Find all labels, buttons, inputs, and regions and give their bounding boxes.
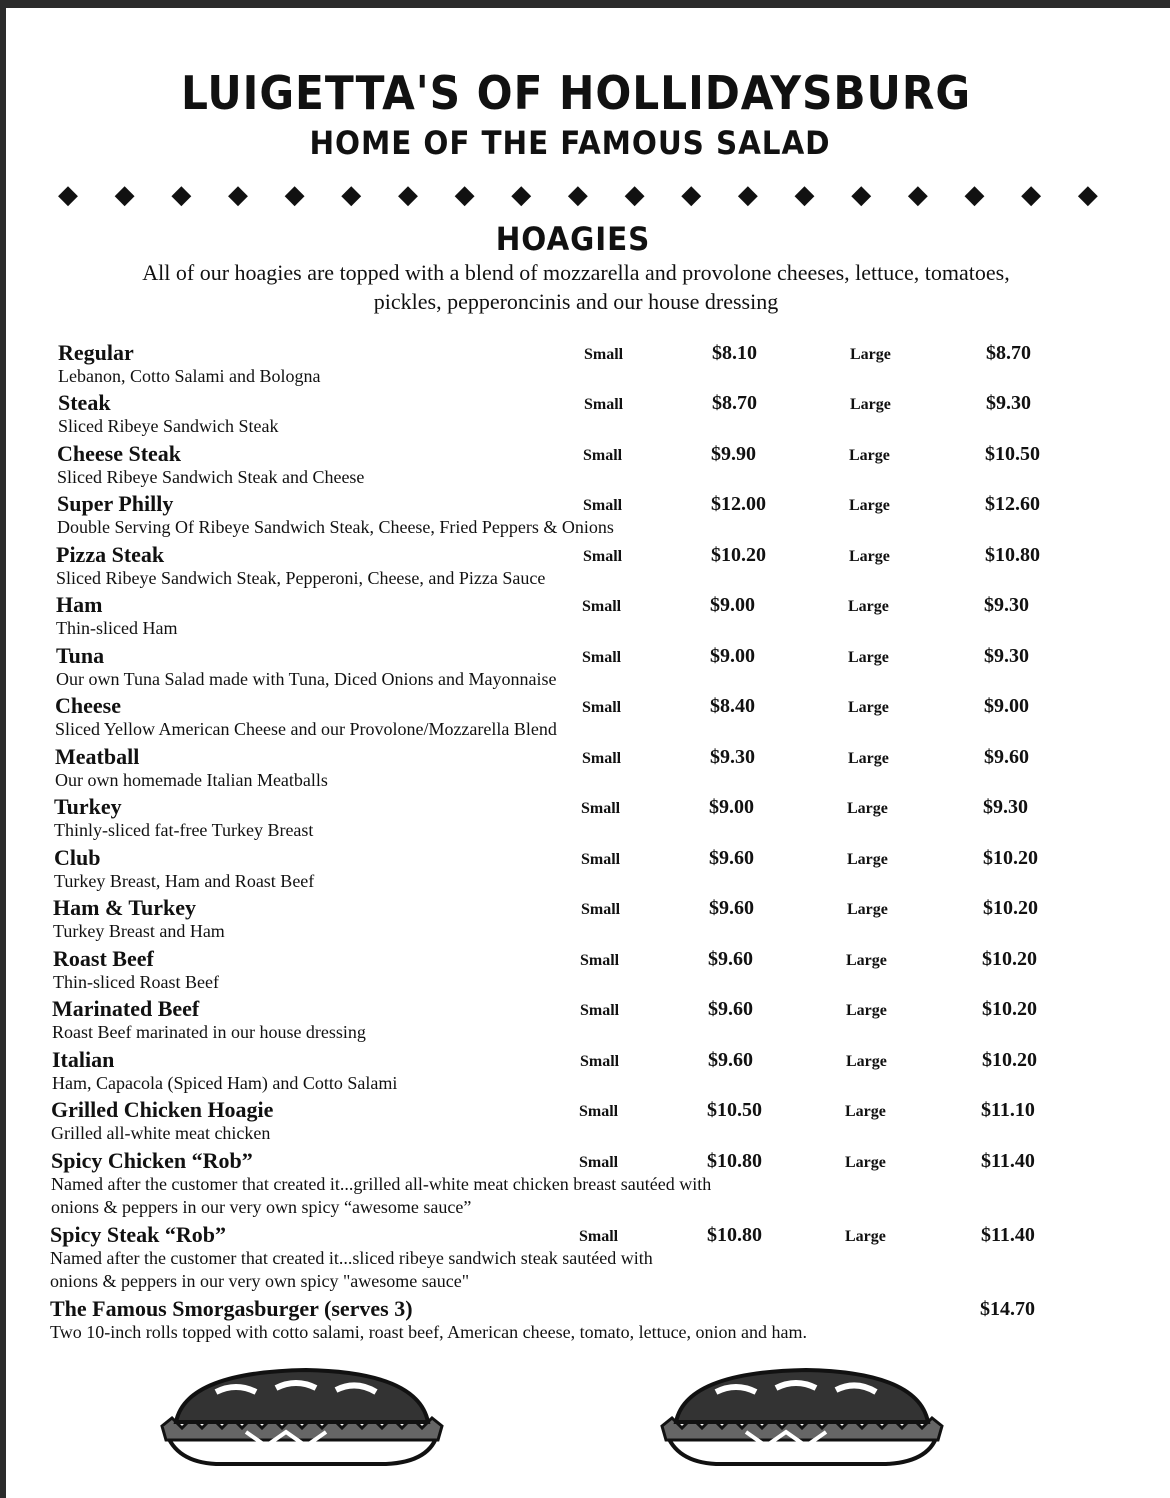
diamond-icon: ◆ <box>1077 180 1098 209</box>
large-size-label: Large <box>849 548 890 565</box>
large-size-label: Large <box>848 699 889 716</box>
item-name: Ham <box>56 592 103 617</box>
small-price: $9.90 <box>711 443 756 465</box>
large-price: $12.60 <box>985 493 1040 515</box>
small-size-label: Small <box>583 497 623 514</box>
large-price: $9.60 <box>984 746 1029 768</box>
small-size-label: Small <box>582 649 622 666</box>
small-size-label: Small <box>580 952 620 969</box>
small-size-label: Small <box>580 1053 620 1070</box>
small-price: $10.80 <box>707 1150 762 1172</box>
large-price: $11.10 <box>981 1099 1035 1121</box>
item-name: Regular <box>58 340 134 365</box>
large-price: $10.20 <box>983 897 1038 919</box>
item-description: Lebanon, Cotto Salami and Bologna <box>58 366 321 386</box>
large-size-label: Large <box>847 851 888 868</box>
small-size-label: Small <box>584 346 624 363</box>
item-name: Spicy Chicken “Rob” <box>51 1148 253 1173</box>
item-name: Club <box>54 845 101 870</box>
diamond-icon: ◆ <box>794 180 815 209</box>
large-size-label: Large <box>846 1053 887 1070</box>
small-size-label: Small <box>581 851 621 868</box>
diamond-icon: ◆ <box>341 180 362 209</box>
item-name: Spicy Steak “Rob” <box>50 1222 227 1247</box>
small-price: $9.60 <box>709 847 754 869</box>
small-price: $9.00 <box>710 645 755 667</box>
diamond-icon: ◆ <box>737 180 758 209</box>
item-description: Turkey Breast, Ham and Roast Beef <box>54 871 315 891</box>
small-size-label: Small <box>580 1002 620 1019</box>
small-price: $10.20 <box>711 544 766 566</box>
small-price: $9.60 <box>708 998 753 1020</box>
diamond-icon: ◆ <box>851 180 872 209</box>
small-size-label: Small <box>582 598 622 615</box>
item-description: Our own Tuna Salad made with Tuna, Diced Onions and Mayonnaise <box>56 669 557 689</box>
small-price: $8.70 <box>712 392 757 414</box>
large-price: $9.30 <box>984 645 1029 667</box>
section-title: HOAGIES <box>495 220 651 258</box>
item-description: Sliced Ribeye Sandwich Steak and Cheese <box>57 467 365 487</box>
intro-line-1: All of our hoagies are topped with a blend of mozzarella and provolone cheeses, lettuce, tomatoes, <box>142 260 1010 285</box>
large-size-label: Large <box>847 901 888 918</box>
small-price: $9.00 <box>709 796 754 818</box>
item-description: Roast Beef marinated in our house dressing <box>52 1022 366 1042</box>
diamond-icon: ◆ <box>511 180 532 209</box>
item-name: Cheese <box>55 693 121 718</box>
large-price: $9.00 <box>984 695 1029 717</box>
item-description: onions & peppers in our very own spicy “awesome sauce” <box>51 1197 472 1217</box>
diamond-icon: ◆ <box>1021 180 1042 209</box>
large-size-label: Large <box>848 649 889 666</box>
small-price: $10.50 <box>707 1099 762 1121</box>
large-price: $10.20 <box>982 1049 1037 1071</box>
large-price: $10.20 <box>982 998 1037 1020</box>
small-price: $12.00 <box>711 493 766 515</box>
large-price: $11.40 <box>981 1150 1035 1172</box>
diamond-icon: ◆ <box>58 180 78 209</box>
item-name: Grilled Chicken Hoagie <box>51 1097 274 1122</box>
item-name: Cheese Steak <box>57 441 182 466</box>
item-price: $14.70 <box>980 1298 1035 1320</box>
item-name: The Famous Smorgasburger (serves 3) <box>50 1296 413 1321</box>
hoagie-sandwich-icon <box>656 1362 946 1472</box>
large-size-label: Large <box>849 497 890 514</box>
small-size-label: Small <box>584 396 624 413</box>
small-size-label: Small <box>579 1228 619 1245</box>
large-size-label: Large <box>850 396 891 413</box>
diamond-icon: ◆ <box>681 180 702 209</box>
large-size-label: Large <box>850 346 891 363</box>
small-size-label: Small <box>582 699 622 716</box>
item-description: onions & peppers in our very own spicy "awesome sauce" <box>50 1271 470 1291</box>
diamond-icon: ◆ <box>964 180 985 209</box>
item-name: Super Philly <box>57 491 174 516</box>
large-price: $10.20 <box>982 948 1037 970</box>
item-description: Named after the customer that created it...grilled all-white meat chicken breast sautéed with <box>51 1174 712 1194</box>
small-price: $8.40 <box>710 695 755 717</box>
item-description: Two 10-inch rolls topped with cotto salami, roast beef, American cheese, tomato, lettuce, onion and ham. <box>50 1322 808 1342</box>
large-size-label: Large <box>845 1154 886 1171</box>
small-price: $8.10 <box>712 342 757 364</box>
restaurant-title: LUIGETTA'S OF HOLLIDAYSBURG <box>181 66 971 120</box>
small-size-label: Small <box>583 548 623 565</box>
small-price: $9.60 <box>708 948 753 970</box>
large-price: $9.30 <box>986 392 1031 414</box>
item-description: Sliced Yellow American Cheese and our Provolone/Mozzarella Blend <box>55 719 557 739</box>
menu-page <box>6 8 1170 1498</box>
large-size-label: Large <box>847 800 888 817</box>
diamond-divider <box>58 180 1098 210</box>
restaurant-subtitle: HOME OF THE FAMOUS SALAD <box>309 124 831 162</box>
large-price: $11.40 <box>981 1224 1035 1246</box>
intro-line-2: pickles, pepperoncinis and our house dressing <box>373 289 779 314</box>
diamond-icon: ◆ <box>171 180 192 209</box>
item-name: Pizza Steak <box>56 542 165 567</box>
hoagie-sandwich-icon <box>156 1362 446 1472</box>
large-size-label: Large <box>846 1002 887 1019</box>
item-name: Roast Beef <box>53 946 154 971</box>
diamond-icon: ◆ <box>227 180 248 209</box>
small-price: $9.00 <box>710 594 755 616</box>
large-price: $10.20 <box>983 847 1038 869</box>
section-intro <box>66 258 1086 316</box>
diamond-icon: ◆ <box>284 180 305 209</box>
large-price: $10.50 <box>985 443 1040 465</box>
diamond-icon: ◆ <box>907 180 928 209</box>
large-price: $9.30 <box>984 594 1029 616</box>
item-name: Marinated Beef <box>52 996 200 1021</box>
small-size-label: Small <box>581 901 621 918</box>
item-name: Italian <box>52 1047 115 1072</box>
large-size-label: Large <box>848 598 889 615</box>
diamond-icon: ◆ <box>397 180 418 209</box>
item-description: Turkey Breast and Ham <box>53 921 225 941</box>
large-price: $10.80 <box>985 544 1040 566</box>
item-description: Named after the customer that created it...sliced ribeye sandwich steak sautéed with <box>50 1248 653 1268</box>
large-size-label: Large <box>849 447 890 464</box>
small-size-label: Small <box>581 800 621 817</box>
item-description: Thin-sliced Roast Beef <box>53 972 219 992</box>
item-description: Grilled all-white meat chicken <box>51 1123 271 1143</box>
item-description: Sliced Ribeye Sandwich Steak <box>58 416 279 436</box>
diamond-icon: ◆ <box>624 180 645 209</box>
small-size-label: Small <box>579 1103 619 1120</box>
large-size-label: Large <box>846 952 887 969</box>
diamond-icon: ◆ <box>454 180 475 209</box>
small-size-label: Small <box>583 447 623 464</box>
large-size-label: Large <box>845 1103 886 1120</box>
large-size-label: Large <box>848 750 889 767</box>
large-size-label: Large <box>845 1228 886 1245</box>
large-price: $9.30 <box>983 796 1028 818</box>
diamond-icon: ◆ <box>567 180 588 209</box>
small-price: $9.60 <box>708 1049 753 1071</box>
small-price: $9.60 <box>709 897 754 919</box>
item-name: Steak <box>58 390 111 415</box>
item-description: Our own homemade Italian Meatballs <box>55 770 328 790</box>
item-name: Meatball <box>55 744 140 769</box>
item-name: Turkey <box>54 794 122 819</box>
item-description: Ham, Capacola (Spiced Ham) and Cotto Salami <box>52 1073 398 1093</box>
large-price: $8.70 <box>986 342 1031 364</box>
diamond-icon: ◆ <box>114 180 135 209</box>
small-price: $10.80 <box>707 1224 762 1246</box>
item-description: Double Serving Of Ribeye Sandwich Steak, Cheese, Fried Peppers & Onions <box>57 517 614 537</box>
item-name: Ham & Turkey <box>53 895 197 920</box>
item-description: Thin-sliced Ham <box>56 618 178 638</box>
item-name: Tuna <box>56 643 105 668</box>
small-price: $9.30 <box>710 746 755 768</box>
item-description: Sliced Ribeye Sandwich Steak, Pepperoni, Cheese, and Pizza Sauce <box>56 568 546 588</box>
small-size-label: Small <box>582 750 622 767</box>
small-size-label: Small <box>579 1154 619 1171</box>
item-description: Thinly-sliced fat-free Turkey Breast <box>54 820 314 840</box>
